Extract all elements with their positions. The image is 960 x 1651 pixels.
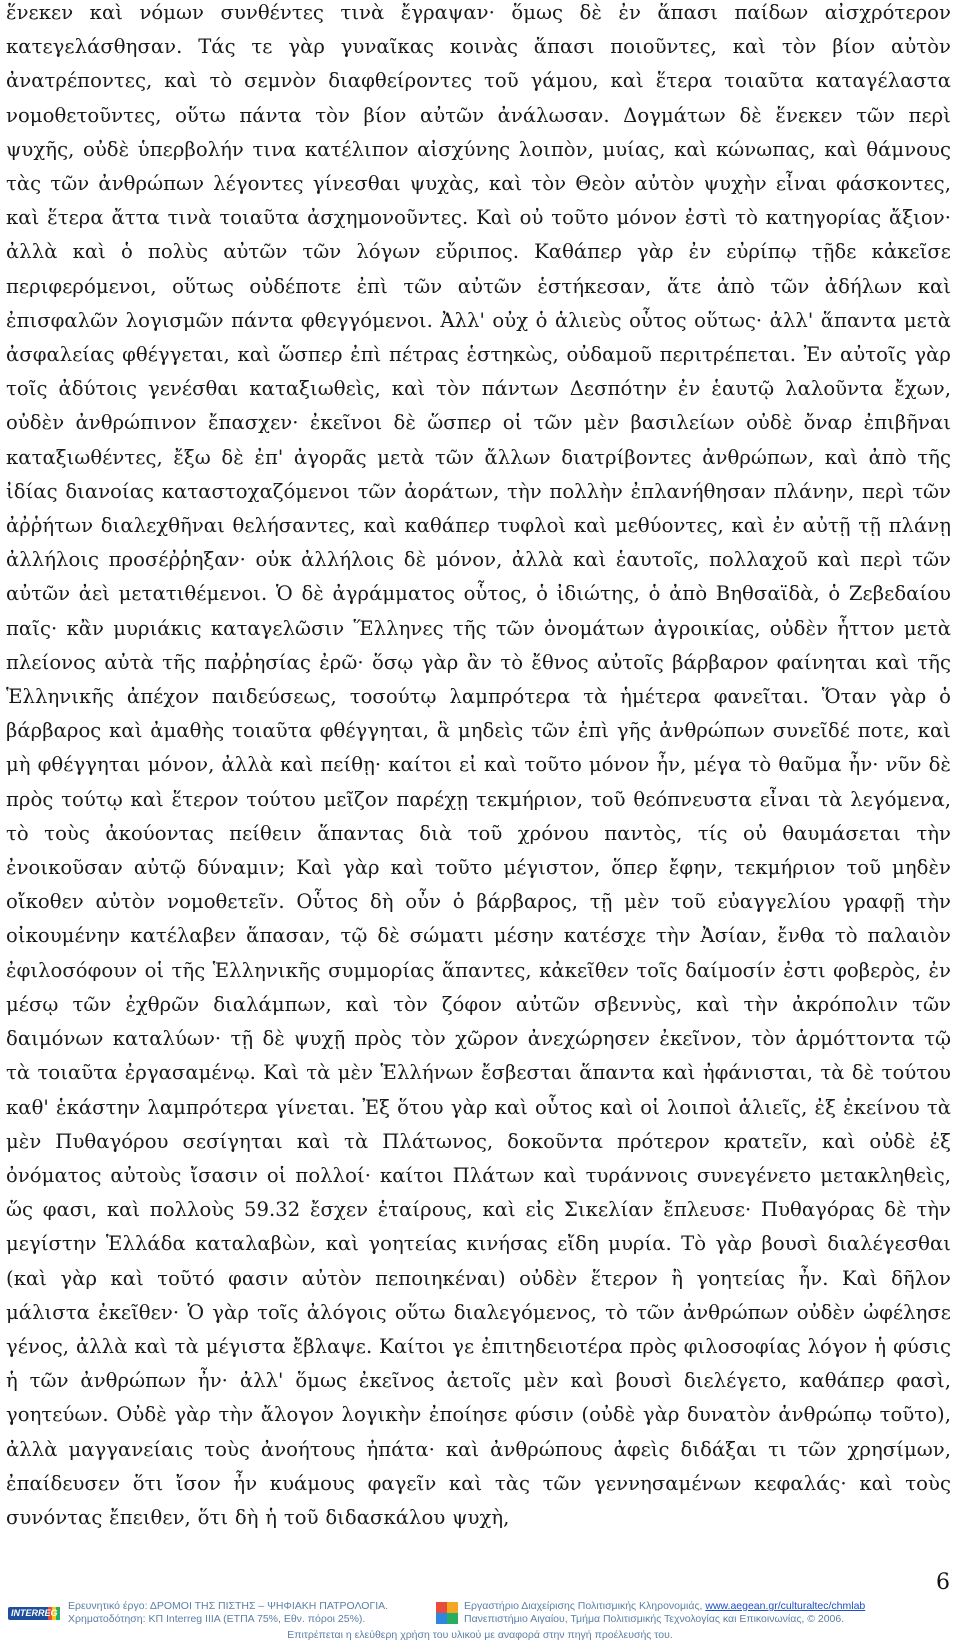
footer-funding-line: Χρηματοδότηση: ΚΠ Interreg IIIA (ΕΤΠΑ 75%, Εθν. πόροι 25%).: [68, 1613, 366, 1625]
interreg-logo-text: INTERREG: [11, 1608, 58, 1618]
footer-right: [436, 1600, 865, 1626]
interreg-logo: [8, 1602, 60, 1626]
lab-logo-tile-blue: [436, 1613, 447, 1624]
footer-license-line: Επιτρέπεται η ελεύθερη χρήση του υλικού με αναφορά στην πηγή προέλευσής του.: [287, 1629, 673, 1641]
page-number: 6: [936, 1570, 950, 1595]
lab-logo-tile-orange: [447, 1602, 458, 1613]
body-text: ἕνεκεν καὶ νόμων συνθέντες τινὰ ἔγραψαν· ὅμως δὲ ἐν ἅπασι παίδων αἰσχρότερον κατεγελάσθησαν. Τάς τε γὰρ γυναῖκας κοινὰς ἅπασι ποιοῦντες, καὶ τὸν βίον αὐτὸν ἀνατρέποντες, καὶ τὸ σεμνὸν διαφθείροντες τοῦ γάμου, καὶ ἕτερα τοιαῦτα καταγέλαστα νομοθετοῦντες, οὕτω πάντα τὸν βίον αὐτῶν ἀνάλωσαν. Δογμάτων δὲ ἕνεκεν τῶν περὶ ψυχῆς, οὐδὲ ὑπερβολήν τινα κατέλιπον αἰσχύνης λοιπὸν, μυίας, καὶ κώνωπας, καὶ θάμνους τὰς τῶν ἀνθρώπων λέγοντες γίνεσθαι ψυχὰς, καὶ τὸν Θεὸν αὐτὸν ψυχὴν εἶναι φάσκοντες, καὶ ἕτερα ἄττα τινὰ τοιαῦτα ἀσχημονοῦντες. Καὶ οὐ τοῦτο μόνον ἐστὶ τὸ κατηγορίας ἄξιον· ἀλλὰ καὶ ὁ πολὺς αὐτῶν τῶν λόγων εὔριπος. Καθάπερ γὰρ ἐν εὐρίπῳ τῇδε κἀκεῖσε περιφερόμενοι, οὕτως οὐδέποτε ἐπὶ τῶν αὐτῶν ἑστήκεσαν, ἅτε ἀπὸ τῶν ἀδήλων καὶ ἐπισφαλῶν λογισμῶν πάντα φθεγγόμενοι. Ἀλλ' οὐχ ὁ ἁλιεὺς οὗτος οὕτως· ἀλλ' ἅπαντα μετὰ ἀσφαλείας φθέγγεται, καὶ ὥσπερ ἐπὶ πέτρας ἑστηκὼς, οὐδαμοῦ περιτρέπεται. Ἐν αὐτοῖς γὰρ τοῖς ἀδύτοις γενέσθαι καταξιωθεὶς, καὶ τὸν πάντων Δεσπότην ἐν ἑαυτῷ λαλοῦντα ἔχων, οὐδὲν ἀνθρώπινον ἔπασχεν· ἐκεῖνοι δὲ ὥσπερ οἱ τῶν μὲν βασιλείων οὐδὲ ὄναρ ἐπιβῆναι καταξιωθέντες, ἔξω δὲ ἐπ' ἀγορᾶς μετὰ τῶν ἄλλων διατρίβοντες ἀνθρώπων, καὶ ἀπὸ τῆς ἰδίας διανοίας καταστοχαζόμενοι τῶν ἀοράτων, τὴν πολλὴν ἐπλανήθησαν πλάνην, περὶ τῶν ἀῤῥήτων διαλεχθῆναι θελήσαντες, καὶ καθάπερ τυφλοὶ καὶ μεθύοντες, καὶ ἐν αὐτῇ τῇ πλάνῃ ἀλλήλοις προσέῤῥηξαν· οὐκ ἀλλήλοις δὲ μόνον, ἀλλὰ καὶ ἑαυτοῖς, πολλαχοῦ καὶ περὶ τῶν αὐτῶν ἀεὶ μετατιθέμενοι. Ὁ δὲ ἀγράμματος οὗτος, ὁ ἰδιώτης, ὁ ἀπὸ Βηθσαϊδὰ, ὁ Ζεβεδαίου παῖς· κἂν μυριάκις καταγελῶσιν Ἕλληνες τῆς τῶν ὀνομάτων ἀγροικίας, οὐδὲν ἧττον μετὰ πλείονος αὐτὰ τῆς παῤῥησίας ἐρῶ· ὅσῳ γὰρ ἂν τὸ ἔθνος αὐτοῖς βάρβαρον φαίνηται καὶ τῆς Ἑλληνικῆς ἀπέχον παιδεύσεως, τοσούτῳ λαμπρότερα τὰ ἡμέτερα φανεῖται. Ὅταν γὰρ ὁ βάρβαρος καὶ ἀμαθὴς τοιαῦτα φθέγγηται, ἃ μηδεὶς τῶν ἐπὶ γῆς ἀνθρώπων συνεῖδέ ποτε, καὶ μὴ φθέγγηται μόνον, ἀλλὰ καὶ πείθῃ· καίτοι εἰ καὶ τοῦτο μόνον ἦν, μέγα τὸ θαῦμα ἦν· νῦν δὲ πρὸς τούτῳ καὶ ἕτερον τούτου μεῖζον παρέχῃ τεκμήριον, τοῦ θεόπνευστα εἶναι τὰ λεγόμενα, τὸ τοὺς ἀκούοντας πείθειν ἅπαντας διὰ τοῦ χρόνου παντὸς, τίς οὐ θαυμάσεται τὴν ἐνοικοῦσαν αὐτῷ δύναμιν; Καὶ γὰρ καὶ τοῦτο μέγιστον, ὅπερ ἔφην, τεκμήριον τοῦ μηδὲν οἴκοθεν αὐτὸν νομοθετεῖν. Οὗτος δὴ οὖν ὁ βάρβαρος, τῇ μὲν τοῦ εὐαγγελίου γραφῇ τὴν οἰκουμένην κατέλαβεν ἅπασαν, τῷ δὲ σώματι μέσην κατέσχε τὴν Ἀσίαν, ἔνθα τὸ παλαιὸν ἐφιλοσόφουν οἱ τῆς Ἑλληνικῆς συμμορίας ἅπαντες, κἀκεῖθεν τοῖς δαίμοσίν ἐστι φοβερὸς, ἐν μέσῳ τῶν ἐχθρῶν διαλάμπων, καὶ τὸν ζόφον αὐτῶν σβεννὺς, καὶ τὴν ἀκρόπολιν τῶν δαιμόνων καταλύων· τῇ δὲ ψυχῇ πρὸς τὸν χῶρον ἀνεχώρησεν ἐκεῖνον, τὸν ἁρμόττοντα τῷ τὰ τοιαῦτα ἐργασαμένῳ. Καὶ τὰ μὲν Ἑλλήνων ἔσβεσται ἅπαντα καὶ ἠφάνισται, τὰ δὲ τούτου καθ' ἑκάστην λαμπρότερα γίνεται. Ἐξ ὅτου γὰρ καὶ οὗτος καὶ οἱ λοιποὶ ἁλιεῖς, ἐξ ἐκείνου τὰ μὲν Πυθαγόρου σεσίγηται καὶ τὰ Πλάτωνος, δοκοῦντα πρότερον κρατεῖν, καὶ οὐδὲ ἐξ ὀνόματος αὐτοὺς ἴσασιν οἱ πολλοί· καίτοι Πλάτων καὶ τυράννοις συνεγένετο μετακληθεὶς, ὥς φασι, καὶ πολλοὺς 59.32 ἔσχεν ἑταίρους, καὶ εἰς Σικελίαν ἔπλευσε· Πυθαγόρας δὲ τὴν μεγίστην Ἑλλάδα καταλαβὼν, καὶ γοητείας κινήσας εἴδη μυρία. Τὸ γὰρ βουσὶ διαλέγεσθαι (καὶ γὰρ καὶ τοῦτό φασιν αὐτὸν πεποιηκέναι) οὐδὲν ἕτερον ἢ γοητείας ἦν. Καὶ δῆλον μάλιστα ἐκεῖθεν· Ὁ γὰρ τοῖς ἀλόγοις οὕτω διαλεγόμενος, τὸ τῶν ἀνθρώπων οὐδὲν ὠφέλησε γένος, ἀλλὰ καὶ τὰ μέγιστα ἔβλαψε. Καίτοι γε ἐπιτηδειοτέρα πρὸς φιλοσοφίας λόγον ἡ φύσις ἡ τῶν ἀνθρώπων ἦν· ἀλλ' ὅμως ἐκεῖνος ἀετοῖς μὲν καὶ βουσὶ διελέγετο, καθάπερ φασὶ, γοητεύων. Οὐδὲ γὰρ τὴν ἄλογον λογικὴν ἐποίησε φύσιν (οὐδὲ γὰρ δυνατὸν ἀνθρώπῳ τοῦτο), ἀλλὰ μαγγανείαις τοὺς ἀνοήτους ἠπάτα· καὶ ἀνθρώπους ἀφεὶς διδάξαι τι τῶν χρησίμων, ἐπαίδευσεν ὅτι ἴσον ἦν κυάμους φαγεῖν καὶ τὰς τῶν γεννησαμένων κεφαλάς· καὶ τοὺς συνόντας ἔπειθεν, ὅτι δὴ ἡ τοῦ διδασκάλου ψυχὴ,: [6, 1, 951, 1529]
footer-university-line: Πανεπιστήμιο Αιγαίου, Τμήμα Πολιτισμικής Τεχνολογίας και Επικοινωνίας, © 2006.: [464, 1613, 845, 1625]
footer-project-info: [68, 1600, 388, 1626]
footer-left: [8, 1600, 388, 1626]
footer-lab-name: Εργαστήριο Διαχείρισης Πολιτισμικής Κληρονομιάς,: [464, 1600, 703, 1612]
lab-logo-tile-red: [436, 1602, 447, 1613]
footer-lab-line: [464, 1600, 865, 1613]
footer-project-line: Ερευνητικό έργο: ΔΡΟΜΟΙ ΤΗΣ ΠΙΣΤΗΣ – ΨΗΦΙΑΚΗ ΠΑΤΡΟΛΟΓΙΑ.: [68, 1600, 389, 1612]
footer-lab-link[interactable]: www.aegean.gr/culturaltec/chmlab: [705, 1600, 866, 1612]
lab-logo-icon: [436, 1602, 458, 1624]
footer: [0, 1596, 960, 1651]
lab-logo-tile-green: [447, 1613, 458, 1624]
footer-lab-info: [464, 1600, 865, 1626]
